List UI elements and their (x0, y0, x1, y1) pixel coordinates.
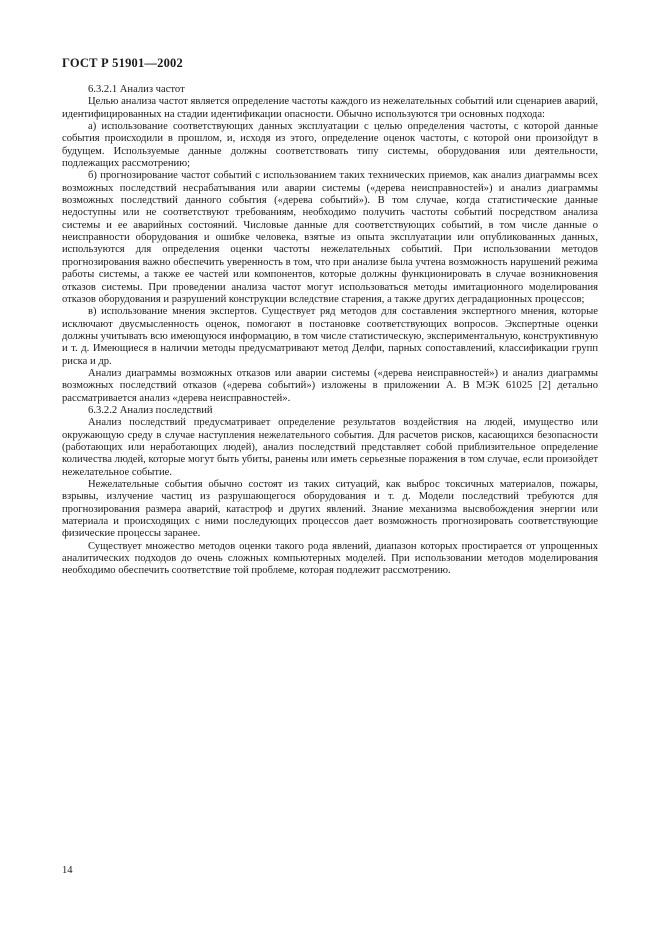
paragraph: Анализ диаграммы возможных отказов или аварии системы («дерева неисправностей») и анализ диаграммы возможных последствий отказов («дерева событий») изложены в приложении А. В МЭК 61025 [2] детально рассматривается анализ «дерева неисправностей». (62, 367, 598, 404)
paragraph: Целью анализа частот является определение частоты каждого из нежелательных событий или сценариев аварий, идентифицированных на стадии идентификации опасности. Обычно используются три основных подхода: (62, 96, 598, 120)
paragraph: Анализ последствий предусматривает определение результатов воздействия на людей, имущество или окружающую среду в случае наступления нежелательного события. Для расчетов рисков, касающихся безопасности (работающих или неработающих людей), анализ последствий представляет собой приблизительное определение количества людей, которые могут быть убиты, ранены или иметь серьезные поражения в том случае, если произойдет нежелательное событие. (62, 417, 598, 478)
section-heading-6-3-2-2: 6.3.2.2 Анализ последствий (88, 404, 213, 416)
section-heading-6-3-2-1: 6.3.2.1 Анализ частот (88, 84, 185, 95)
page-number: 14 (62, 865, 73, 876)
document-body (62, 84, 598, 578)
list-item-b: б) прогнозирование частот событий с использованием таких технических приемов, как анализ диаграммы всех возможных последствий несрабатывания или аварии системы («дерева неисправностей») и анализ диаграммы возможных последствий данного события («дерева событий»). В том случае, когда статистические данные недоступны или не соответствуют требованиям, необходимо получить частоты событий посредством анализа системы и ее аварийных состояний. Числовые данные для соответствующих событий, в том числе данные о неисправности оборудования и ошибке человека, взятые из опыта эксплуатации или опубликованных данных, используются для определения оценки частоты нежелательных событий. При использовании методов прогнозирования важно обеспечить уверенность в том, что при анализе была учтена возможность нарушений режима работы системы, а также ее частей или компонентов, которые должны функционировать в случае возникновения отказов системы. При проведении анализа частот могут использоваться методы имитационного моделирования отказов оборудования и разрушений конструкции вследствие старения, а также других деградационных процессов; (62, 170, 598, 305)
paragraph: Нежелательные события обычно состоят из таких ситуаций, как выброс токсичных материалов, пожары, взрывы, излучение частиц из разрушающегося оборудования и т. д. Модели последствий требуются для прогнозирования размера аварий, катастроф и других явлений. Знание механизма высвобождения энергии или материала и происходящих с ними последующих процессов дает возможность прогнозировать соответствующие физические процессы заранее. (62, 479, 598, 540)
list-item-v: в) использование мнения экспертов. Существует ряд методов для составления экспертного мнения, которые исключают двусмысленность оценок, помогают в постановке соответствующих вопросов. Экспертные оценки должны учитывать всю имеющуюся информацию, в том числе статистическую, экспериментальную, конструктивную и т. д. Имеющиеся в наличии методы предусматривают метод Делфи, парных сопоставлений, классификации групп риска и др. (62, 306, 598, 367)
list-item-a: а) использование соответствующих данных эксплуатации с целью определения частоты, с которой данные события происходили в прошлом, и, исходя из этого, определение оценок частоты, с которой они произойдут в будущем. Используемые данные должны соответствовать типу системы, оборудования или деятельности, подлежащих рассмотрению; (62, 121, 598, 170)
paragraph: Существует множество методов оценки такого рода явлений, диапазон которых простирается от упрощенных аналитических подходов до очень сложных компьютерных моделей. При использовании методов моделирования необходимо обеспечить соответствие той проблеме, которая подлежит рассмотрению. (62, 540, 598, 577)
document-header: ГОСТ Р 51901—2002 (62, 56, 183, 70)
